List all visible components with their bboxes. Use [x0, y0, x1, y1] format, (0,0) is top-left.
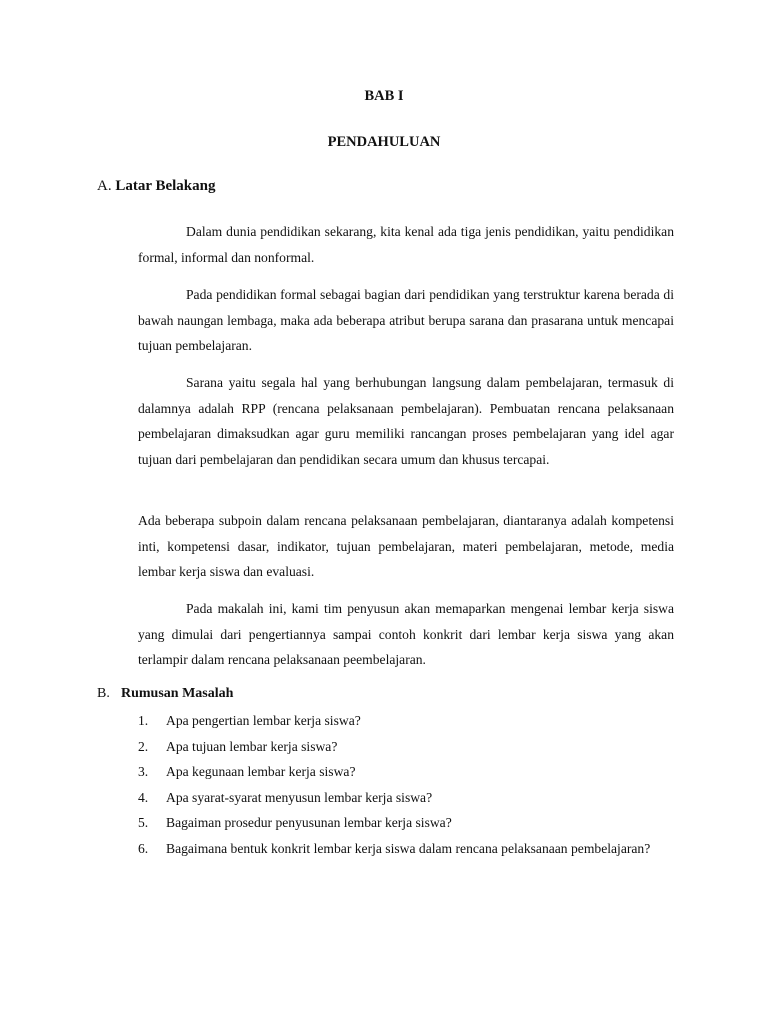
list-item: [138, 734, 674, 760]
list-item-text: Apa kegunaan lembar kerja siswa?: [166, 764, 356, 779]
list-item-number: 1.: [138, 713, 149, 728]
section-a-label: Latar Belakang: [115, 178, 216, 194]
section-b-label: Rumusan Masalah: [121, 686, 234, 701]
chapter-title: PENDAHULUAN: [327, 134, 441, 150]
chapter-number: BAB I: [364, 88, 404, 104]
section-b-heading: [97, 685, 233, 702]
problem-list: [138, 708, 674, 861]
paragraph-4: Ada beberapa subpoin dalam rencana pelaksanaan pembelajaran, diantaranya adalah kompetensi inti, kompetensi dasar, indikator, tujuan pembelajaran, materi pembelajaran, metode, media lembar kerja siswa dan evaluasi.: [138, 513, 674, 579]
list-item: [138, 785, 674, 811]
paragraph-2: Pada pendidikan formal sebagai bagian dari pendidikan yang terstruktur karena berada di bawah naungan lembaga, maka ada beberapa atribut berupa sarana dan prasarana untuk mencapai tujuan pembelajaran.: [138, 287, 674, 353]
paragraph-1: Dalam dunia pendidikan sekarang, kita kenal ada tiga jenis pendidikan, yaitu pendidikan formal, informal dan nonformal.: [138, 224, 674, 265]
list-item: [138, 836, 674, 862]
list-item-number: 3.: [138, 764, 149, 779]
list-item: [138, 708, 674, 734]
list-item-text: Bagaimana bentuk konkrit lembar kerja siswa dalam rencana pelaksanaan pembelajaran?: [166, 840, 651, 856]
list-item-text: Apa tujuan lembar kerja siswa?: [166, 738, 338, 754]
list-item-number: 5.: [138, 815, 149, 830]
section-b-letter: B.: [97, 686, 110, 701]
paragraph-3: Sarana yaitu segala hal yang berhubungan langsung dalam pembelajaran, termasuk di dalamnya adalah RPP (rencana pelaksanaan pembelajaran). Pembuatan rencana pelaksanaan pembelajaran dimaksudkan agar guru memiliki rancangan proses pembelajaran yang idel agar tujuan dari pembelajaran dan pendidikan secara umum dan khusus tercapai.: [138, 375, 674, 467]
section-a-letter: A.: [97, 178, 112, 194]
list-item: [138, 759, 674, 785]
list-item-text: Apa pengertian lembar kerja siswa?: [166, 713, 361, 728]
list-item: [138, 810, 674, 836]
paragraph-5: Pada makalah ini, kami tim penyusun akan memaparkan mengenai lembar kerja siswa yang dimulai dari pengertiannya sampai contoh konkrit dari lembar kerja siswa yang akan terlampir dalam rencana pelaksanaan peembelajaran.: [138, 601, 674, 667]
list-item-number: 6.: [138, 840, 149, 856]
list-item-text: Bagaiman prosedur penyusunan lembar kerja siswa?: [166, 815, 452, 830]
list-item-number: 2.: [138, 738, 149, 754]
list-item-text: Apa syarat-syarat menyusun lembar kerja siswa?: [166, 789, 433, 805]
list-item-number: 4.: [138, 789, 149, 805]
section-a-heading: [97, 178, 216, 195]
